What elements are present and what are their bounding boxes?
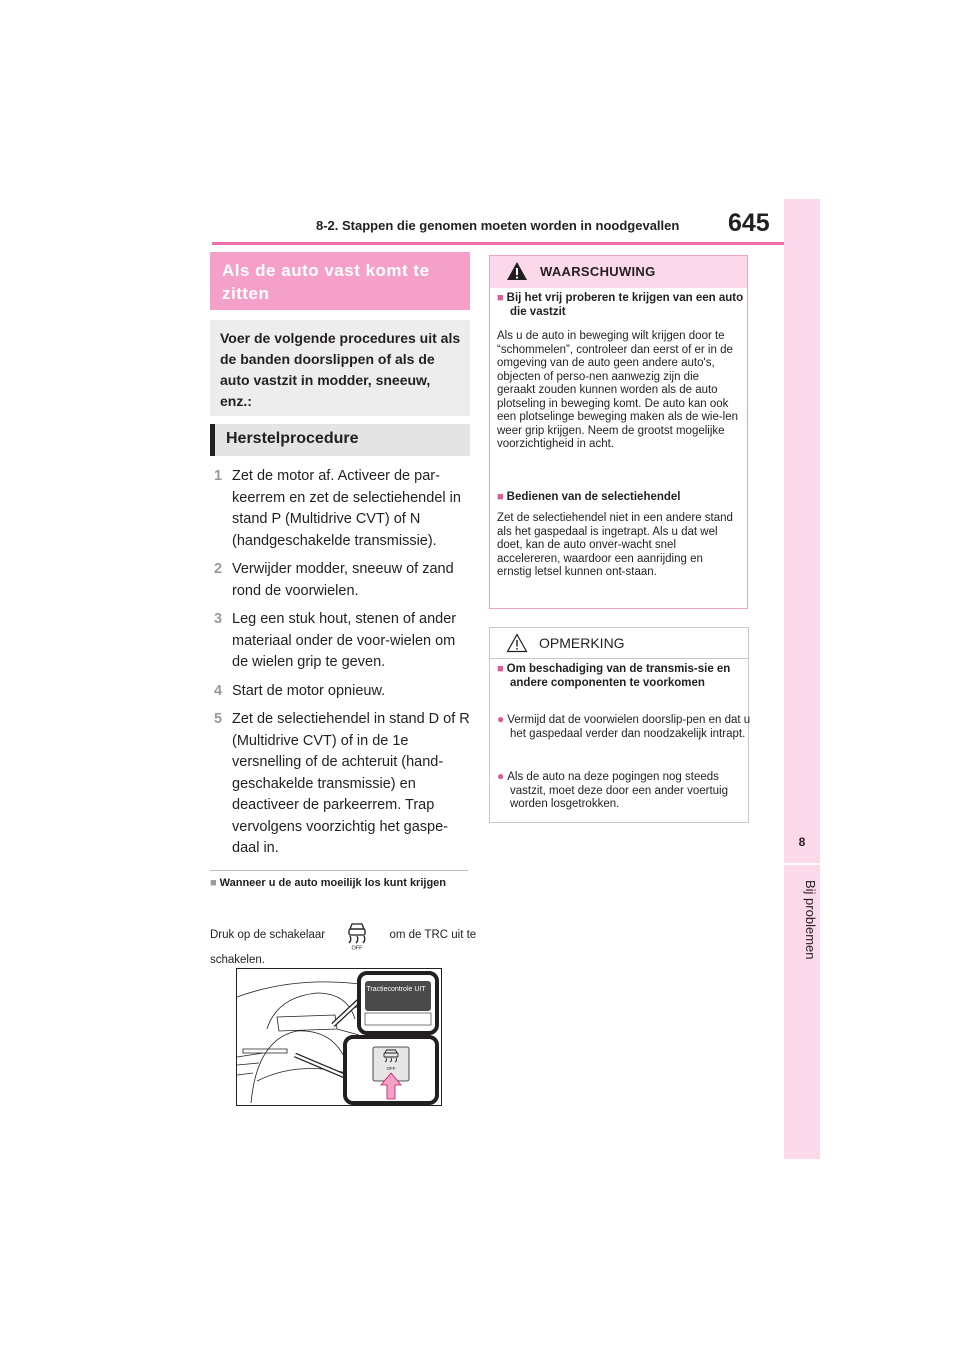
notice-subheading: ■ Om beschadiging van de transmis-sie en andere componenten te voorkomen xyxy=(497,663,731,689)
square-bullet-icon: ■ xyxy=(497,292,504,304)
svg-text:OFF: OFF xyxy=(386,1066,396,1071)
warning-text: Als u de auto in beweging wilt krijgen door te “schommelen”, controleer dan eerst of er in de omgeving van de auto geen andere auto's, objecten of perso-nen aanwezig zijn die geraakt zouden kunnen worden als de auto plotseling in beweging komt. De auto kan ook een plotselinge beweging maken als de wie-len weer grip krijgen. Neem de grootst mogelijke voorzichtigheid in acht. xyxy=(497,330,739,450)
step-text: Verwijder modder, sneeuw of zand rond de voorwielen. xyxy=(232,561,454,599)
warning-header xyxy=(490,256,747,288)
square-bullet-icon: ■ xyxy=(210,877,217,889)
round-bullet-icon: ● xyxy=(497,769,505,783)
figure-display-label: Tractiecontrole UIT xyxy=(366,986,426,993)
step-number: 4 xyxy=(214,682,223,699)
step-item xyxy=(210,681,472,703)
subheading: Herstelprocedure xyxy=(226,430,359,447)
divider xyxy=(210,870,468,871)
trc-off-switch-icon xyxy=(330,920,384,950)
step-text: Leg een stuk hout, stenen of ander materiaal onder de voor-wielen om de wielen grip te geven. xyxy=(232,611,457,670)
warning-subheading: ■ Bij het vrij proberen te krijgen van een auto die vastzit xyxy=(497,292,744,318)
section-heading: Als de auto vast komt te zitten xyxy=(222,261,430,303)
intro-text: Voer de volgende procedures uit als de banden doorslippen of als de auto vastzit in modder, sneeuw, enz.: xyxy=(220,330,461,409)
step-number: 3 xyxy=(214,611,223,627)
page-number: 645 xyxy=(728,209,770,237)
square-bullet-icon: ■ xyxy=(497,663,504,675)
square-bullet-icon: ■ xyxy=(497,491,504,503)
subheading-box xyxy=(210,424,470,456)
notice-bullet: ● Vermijd dat de voorwielen doorslip-pen en dat u het gaspedaal verder dan noodzakelijk intrapt. xyxy=(497,712,751,740)
section-heading-box xyxy=(210,252,470,310)
step-item xyxy=(210,466,472,552)
step-text: Start de motor opnieuw. xyxy=(232,682,386,699)
svg-text:OFF: OFF xyxy=(351,945,363,950)
note-heading: ■ Wanneer u de auto moeilijk los kunt krijgen xyxy=(210,877,447,889)
warning-triangle-icon xyxy=(506,261,528,286)
notice-header xyxy=(490,628,748,659)
step-item xyxy=(210,559,472,602)
chapter-number: 8 xyxy=(798,835,806,849)
round-bullet-icon: ● xyxy=(497,712,505,726)
note-text: Druk op de schakelaar OFF om de TRC uit te schakelen. xyxy=(210,920,480,971)
step-number: 5 xyxy=(214,711,223,727)
procedure-steps xyxy=(210,466,472,867)
step-text: Zet de motor af. Activeer de par-keerrem en zet de selectiehendel in stand P (Multidrive CVT) of N (handgeschakelde transmissie). xyxy=(232,468,461,549)
caution-triangle-icon xyxy=(506,633,528,658)
warning-subheading: ■ Bedienen van de selectiehendel xyxy=(497,491,681,503)
step-number: 1 xyxy=(214,468,223,484)
section-title: 8-2. Stappen die genomen moeten worden in noodgevallen xyxy=(316,218,680,233)
notice-title: OPMERKING xyxy=(539,635,625,651)
notice-bullet: ● Als de auto na deze pogingen nog steeds vastzit, moet deze door een ander voertuig worden losgetrokken. xyxy=(497,769,728,810)
step-item xyxy=(210,709,472,860)
step-number: 2 xyxy=(214,561,223,577)
chapter-divider xyxy=(784,863,820,865)
warning-title: WAARSCHUWING xyxy=(540,264,656,279)
chapter-side-tab xyxy=(784,199,820,1159)
subheading-bar xyxy=(210,424,215,456)
header-rule xyxy=(212,242,784,245)
chapter-title: Bij problemen xyxy=(803,880,818,960)
step-text: Zet de selectiehendel in stand D of R (Multidrive CVT) of in de 1e versnelling of de achteruit (hand-geschakelde transmissie) en deactiveer de parkeerrem. Trap vervolgens voorzichtig het gaspe-daal in. xyxy=(232,711,470,856)
step-item xyxy=(210,609,472,674)
intro-box xyxy=(210,320,470,416)
warning-text: Zet de selectiehendel niet in een andere stand als het gaspedaal is ingetrapt. Als u dat wel doet, kan de auto onver-wacht snel accelereren, waardoor een aanrijding en ernstig letsel kunnen ont-staan. xyxy=(497,512,733,578)
